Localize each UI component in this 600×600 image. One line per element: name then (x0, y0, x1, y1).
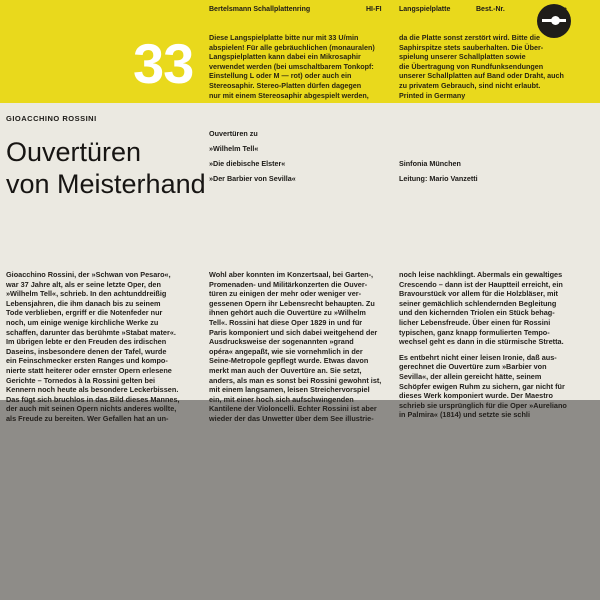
text-line: »Wilhelm Tell«, schrieb. In den achtunddreißig (6, 289, 167, 299)
club-name: Bertelsmann Schallplattenring (209, 6, 311, 13)
text-line: opéra« angepaßt, wie sie vornehmlich in der (209, 346, 363, 356)
track-item: »Die diebische Elster« (209, 159, 286, 168)
text-line: gessenen Opern ihr Lebensrecht behaupten. Zu (209, 298, 375, 308)
notice-line: unserer Schallplatten auf Band oder Draht, auch (399, 71, 564, 81)
text-line: wechsel geht es dann in die stürmische Stretta. (399, 337, 564, 347)
grey-bottom-area (0, 400, 600, 600)
text-line: noch, um einige wenige kirchliche Werke zu (6, 317, 159, 327)
notice-line: die Übertragung von Rundfunksendungen (399, 61, 544, 71)
notice-line: Langspielplatten kann dabei ein Mikrosaphir (209, 52, 361, 62)
hifi-label: HI-FI (366, 6, 382, 13)
text-line: Daseins, insbesondere denen der Tafel, wurde (6, 346, 167, 356)
text-line: seiner gemächlich schlendernden Begleitung (399, 298, 557, 308)
text-line: gerechnet die Ouvertüre zum »Barbier von (399, 362, 547, 372)
credits (399, 156, 478, 186)
text-line: mit einem langsamen, leisen Streichervorspiel (209, 385, 370, 395)
text-line: Schöpfer ewigen Ruhm zu sichern, gar nicht für (399, 381, 565, 391)
title-line: von Meisterhand (6, 169, 206, 199)
notice-line: verwendet werden (bei umschaltbarem Tonkopf: (209, 61, 374, 71)
text-line: ein, mit einer hoch sich aufschwingenden (209, 394, 354, 404)
text-line: und den kichernden Triolen ein Stück behag- (399, 308, 555, 318)
liner-notes-column-3 (399, 270, 595, 420)
text-line: Kennern noch heute als besondere Leckerbissen. (6, 385, 179, 395)
text-line: schrieb sie ursprünglich für die Oper »Aureliano (399, 400, 567, 410)
text-line: ein Feinschmecker ersten Ranges und kompo- (6, 356, 168, 366)
text-line: noch leise nachklingt. Abermals ein gewaltiges (399, 270, 563, 279)
text-line: Gioacchino Rossini, der »Schwan von Pesaro«, (6, 270, 171, 279)
text-line: Kantilene der Violoncelli. Echter Rossini ist aber (209, 404, 377, 414)
text-line: Tode verblieben, ergriff er die Notenfeder nur (6, 308, 163, 318)
text-line: licher Lebensfreude. Über einen für Rossini (399, 317, 551, 327)
track-item: »Der Barbier von Sevilla« (209, 174, 296, 183)
notice-line: abspielen! Für alle gebräuchlichen (monauralen) (209, 42, 375, 52)
format-label: Langspielplatte (399, 6, 451, 13)
text-line: Sevilla«, der allein gereicht hätte, seinem (399, 371, 542, 381)
text-line: Wohl aber konnten im Konzertsaal, bei Garten-, (209, 270, 374, 279)
text-line: wieder der das Unwetter über dem See illustrie- (209, 413, 374, 423)
text-line: merkt man auch der Ouvertüre an. Sie setzt, (209, 365, 362, 375)
liner-notes-column-1 (6, 270, 202, 423)
title-line: Ouvertüren (6, 137, 142, 167)
conductor: Leitung: Mario Vanzetti (399, 174, 478, 183)
notice-line: spielung unserer Schallplatten sowie (399, 52, 526, 62)
text-line: Tell«. Rossini hat diese Oper 1829 in und für (209, 317, 363, 327)
text-line: Ausdrucksweise der sogenannten »grand (209, 337, 354, 347)
album-title (6, 136, 206, 200)
text-line: Promenaden- und Militärkonzerten die Ouver- (209, 279, 368, 289)
text-line: Das fügt sich bruchlos in das Bild dieses Mannes, (6, 394, 180, 404)
speed-number: 33 (133, 32, 194, 95)
text-line: Bravourstück vor allem für die Holzbläser, mit (399, 289, 558, 299)
text-line: war 37 Jahre alt, als er seine letzte Oper, den (6, 279, 161, 289)
text-line: Paris komponiert und sich dabei weitgehend der (209, 327, 378, 337)
text-line: Crescendo – dann ist der Hauptteil erreicht, ein (399, 279, 563, 289)
text-line: Im übrigen lebte er den Freuden des irdischen (6, 337, 167, 347)
text-line: anders, als man es sonst bei Rossini gewohnt ist, (209, 375, 382, 385)
text-line: schaffen, darunter das berühmte »Stabat mater«. (6, 327, 176, 337)
tracks-heading: Ouvertüren zu (209, 129, 258, 138)
notice-line: da die Platte sonst zerstört wird. Bitte die (399, 33, 540, 42)
logo-dot (551, 16, 560, 25)
track-item: »Wilhelm Tell« (209, 144, 259, 153)
notice-line: Saphirspitze stets sauberhalten. Die Über- (399, 42, 544, 52)
notice-line: Stereosaphir. Stereo-Platten dürfen dagegen (209, 80, 362, 90)
text-line: Lebensjahren, die ihm danach bis zu seinem (6, 298, 161, 308)
text-line: Gerichte – Tornedos à la Rossini gelten bei (6, 375, 156, 385)
notice-line: zu privatem Gebrauch, sind nicht erlaubt. (399, 80, 541, 90)
text-line: typischen, ganz knapp formulierten Tempo- (399, 327, 550, 337)
text-line: Seine-Metropole gepflegt wurde. Etwas davon (209, 356, 369, 366)
text-line: türen zu einigen der mehr oder weniger ver- (209, 289, 362, 299)
text-line: in Palmira« (1814) und setzte sie schli (399, 410, 530, 420)
orchestra: Sinfonia München (399, 159, 461, 168)
text-line: dieses Werk komponiert wurde. Der Maestro (399, 391, 553, 401)
notice-line: Printed in Germany (399, 90, 466, 100)
notice-line: Einstellung L oder M — rot) oder auch ein (209, 71, 352, 81)
composer-name: GIOACCHINO ROSSINI (6, 114, 97, 123)
liner-notes-column-2 (209, 270, 395, 423)
text-line: ihnen gehört auch die Ouvertüre zu »Wilhelm (209, 308, 366, 318)
text-line: Es entbehrt nicht einer leisen Ironie, daß aus- (399, 352, 557, 362)
text-line: nierte statt heiterer oder ernster Opern erlesene (6, 365, 172, 375)
notice-line: Diese Langspielplatte bitte nur mit 33 U/min (209, 33, 359, 42)
notice-line: nur mit einem Stereosaphir abgespielt werden, (209, 90, 369, 100)
order-label: Best.-Nr. (476, 6, 505, 13)
notice-right (399, 33, 564, 100)
notice-left (209, 33, 375, 100)
text-line: als Freude zu bereiten. Wer Gefallen hat an un- (6, 413, 169, 423)
text-line: der auch mit seinen Opern nichts anderes wollte, (6, 404, 177, 414)
track-list (209, 126, 296, 186)
